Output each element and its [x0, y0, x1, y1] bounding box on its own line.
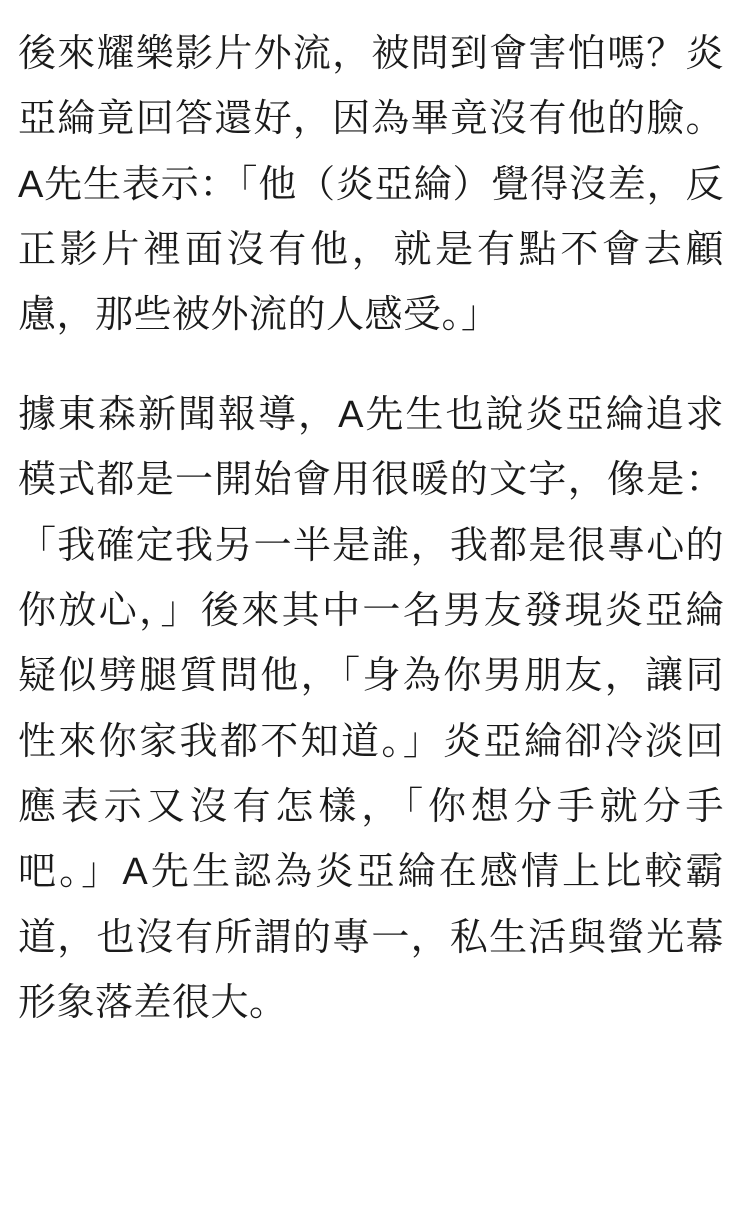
article-paragraph-1: 後來耀樂影片外流，被問到會害怕嗎？炎亞綸竟回答還好，因為畢竟沒有他的臉。A先生表示：「他（炎亞綸）覺得沒差，反正影片裡面沒有他，就是有點不會去顧慮，那些被外流的人感受。」	[18, 33, 724, 337]
article-paragraph-2: 據東森新聞報導，A先生也說炎亞綸追求模式都是一開始會用很暖的文字，像是：「我確定我另一半是誰，我都是很專心的你放心，」後來其中一名男友發現炎亞綸疑似劈腿質問他，「身為你男朋友，讓同性來你家我都不知道。」炎亞綸卻冷淡回應表示又沒有怎樣，「你想分手就分手吧。」A先生認為炎亞綸在感情上比較霸道，也沒有所謂的專一，私生活與螢光幕形象落差很大。	[18, 393, 724, 1025]
